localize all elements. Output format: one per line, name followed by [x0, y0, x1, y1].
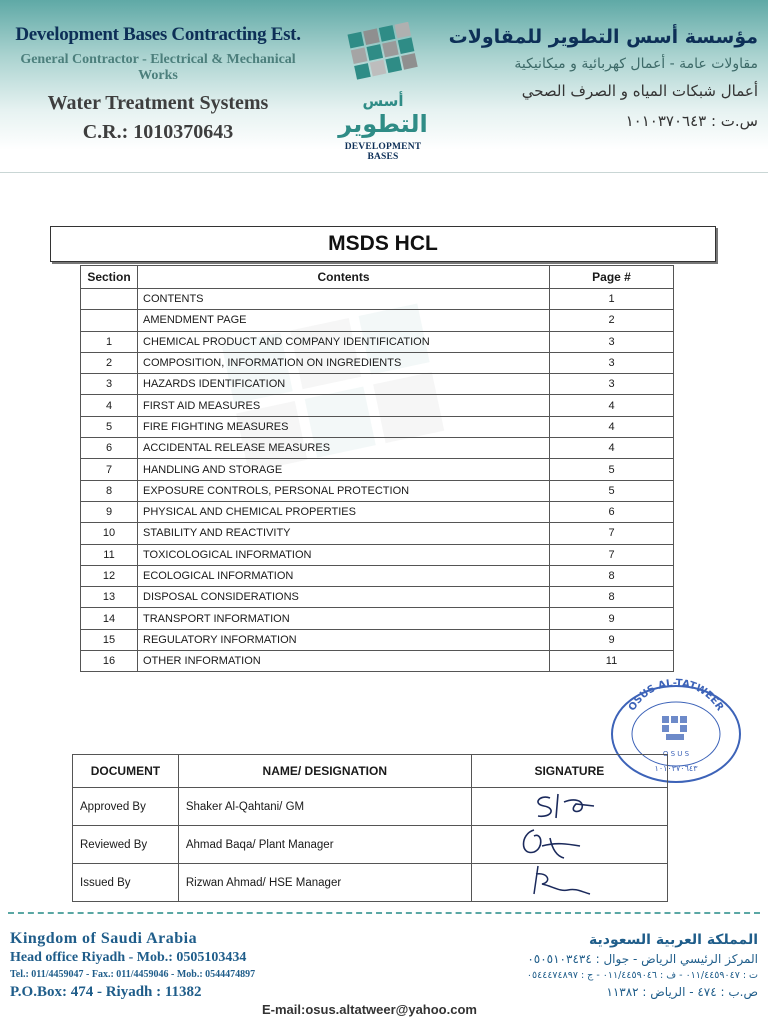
table-row — [81, 523, 674, 544]
company-logo — [328, 22, 438, 162]
section-title: CHEMICAL PRODUCT AND COMPANY IDENTIFICATION — [138, 331, 550, 352]
company-name-ar: مؤسسة أسس التطوير للمقاولات — [448, 26, 758, 48]
approval-role: Approved By — [73, 788, 179, 826]
commercial-registration-en: C.R.: 1010370643 — [82, 121, 234, 143]
approval-person: Ahmad Baqa/ Plant Manager — [178, 826, 471, 864]
section-number: 6 — [81, 438, 138, 459]
footer-po-box-en: P.O.Box: 474 - Riyadh : 11382 — [10, 984, 202, 1000]
page-number: 3 — [550, 374, 674, 395]
table-row — [81, 651, 674, 672]
page-number: 11 — [550, 651, 674, 672]
document-title: MSDS HCL — [328, 232, 438, 255]
signature-cell — [471, 788, 667, 826]
footer-phone-numbers-ar: ت : ٠١١/٤٤٥٩٠٤٧ - ف : ٠١١/٤٤٥٩٠٤٦ - ج : ٠٥٤٤٤٧٤٨٩٧ — [526, 970, 758, 981]
table-row — [81, 416, 674, 437]
section-number: 4 — [81, 395, 138, 416]
page-number: 8 — [550, 565, 674, 586]
page-number: 1 — [550, 289, 674, 310]
section-title: EXPOSURE CONTROLS, PERSONAL PROTECTION — [138, 480, 550, 501]
letterhead-english — [8, 24, 308, 144]
page-number: 4 — [550, 438, 674, 459]
table-row — [73, 864, 668, 902]
approval-person: Shaker Al-Qahtani/ GM — [178, 788, 471, 826]
section-number: 13 — [81, 587, 138, 608]
section-number — [81, 310, 138, 331]
table-row — [81, 565, 674, 586]
approval-role: Issued By — [73, 864, 179, 902]
approval-table — [72, 754, 668, 902]
page-number: 4 — [550, 395, 674, 416]
stamp-letters: O S U S — [662, 750, 690, 758]
footer-arabic — [458, 932, 758, 999]
section-number: 12 — [81, 565, 138, 586]
table-row — [81, 608, 674, 629]
section-title: AMENDMENT PAGE — [138, 310, 550, 331]
signature-cell — [471, 864, 667, 902]
page-number: 5 — [550, 459, 674, 480]
section-title: ECOLOGICAL INFORMATION — [138, 565, 550, 586]
approval-person: Rizwan Ahmad/ HSE Manager — [178, 864, 471, 902]
header-name-designation: NAME/ DESIGNATION — [178, 755, 471, 788]
page-number: 5 — [550, 480, 674, 501]
company-name-en: Development Bases Contracting Est. — [15, 24, 301, 45]
section-number: 10 — [81, 523, 138, 544]
section-number: 8 — [81, 480, 138, 501]
table-row — [73, 788, 668, 826]
letterhead-arabic — [438, 26, 758, 130]
logo-arabic-top: أسس — [362, 92, 404, 110]
footer-divider — [8, 912, 760, 914]
section-number: 7 — [81, 459, 138, 480]
page-number: 6 — [550, 501, 674, 522]
section-title: CONTENTS — [138, 289, 550, 310]
table-row — [81, 438, 674, 459]
header-document: DOCUMENT — [73, 755, 179, 788]
signature-issued — [472, 864, 662, 898]
footer-english — [10, 930, 255, 1001]
section-number: 15 — [81, 629, 138, 650]
section-title: TOXICOLOGICAL INFORMATION — [138, 544, 550, 565]
table-row — [81, 289, 674, 310]
page-number: 3 — [550, 331, 674, 352]
section-title: HAZARDS IDENTIFICATION — [138, 374, 550, 395]
section-title: TRANSPORT INFORMATION — [138, 608, 550, 629]
contents-table — [80, 265, 674, 672]
section-title: FIRST AID MEASURES — [138, 395, 550, 416]
table-row — [81, 459, 674, 480]
stamp-arc-text: OSUS AL-TATWEER — [626, 677, 726, 713]
section-title: PHYSICAL AND CHEMICAL PROPERTIES — [138, 501, 550, 522]
approval-table-header — [73, 755, 668, 788]
footer-head-office-en: Head office Riyadh - Mob.: 0505103434 — [10, 950, 247, 965]
section-title: ACCIDENTAL RELEASE MEASURES — [138, 438, 550, 459]
table-row — [81, 374, 674, 395]
logo-icon — [333, 22, 433, 140]
section-number: 3 — [81, 374, 138, 395]
signature-approved — [472, 788, 662, 822]
footer-kingdom-en: Kingdom of Saudi Arabia — [10, 930, 198, 947]
stamp-number: ١٠١٠٣٧٠٦٤٣ — [654, 764, 698, 773]
header-page: Page # — [550, 266, 674, 289]
table-row — [81, 501, 674, 522]
table-row — [81, 629, 674, 650]
section-title: COMPOSITION, INFORMATION ON INGREDIENTS — [138, 352, 550, 373]
page-number: 3 — [550, 352, 674, 373]
company-activities-ar: مقاولات عامة - أعمال كهربائية و ميكانيكية — [514, 56, 758, 72]
page-number: 7 — [550, 544, 674, 565]
footer-po-box-ar: ص.ب : ٤٧٤ - الرياض : ١١٣٨٢ — [606, 985, 758, 999]
table-row — [73, 826, 668, 864]
logo-caption: DEVELOPMENT BASES — [344, 142, 422, 162]
document-title-box — [50, 226, 716, 262]
section-title: OTHER INFORMATION — [138, 651, 550, 672]
section-number: 9 — [81, 501, 138, 522]
footer-kingdom-ar: المملكة العربية السعودية — [589, 932, 758, 948]
table-row — [81, 395, 674, 416]
table-row — [81, 352, 674, 373]
table-row — [81, 331, 674, 352]
section-number — [81, 289, 138, 310]
table-row — [81, 310, 674, 331]
water-treatment-en: Water Treatment Systems — [47, 92, 269, 114]
section-title: HANDLING AND STORAGE — [138, 459, 550, 480]
page-number: 9 — [550, 608, 674, 629]
page-number: 4 — [550, 416, 674, 437]
section-number: 11 — [81, 544, 138, 565]
header-contents: Contents — [138, 266, 550, 289]
header-section: Section — [81, 266, 138, 289]
contents-table-header — [81, 266, 674, 289]
page-number: 9 — [550, 629, 674, 650]
company-activities-en: General Contractor - Electrical & Mechanical Works — [20, 52, 296, 83]
logo-arabic-bottom: التطوير — [338, 110, 428, 138]
commercial-registration-ar: س.ت : ١٠١٠٣٧٠٦٤٣ — [625, 112, 758, 130]
header-signature: SIGNATURE — [471, 755, 667, 788]
page-number: 7 — [550, 523, 674, 544]
section-number: 14 — [81, 608, 138, 629]
page-number: 8 — [550, 587, 674, 608]
section-title: DISPOSAL CONSIDERATIONS — [138, 587, 550, 608]
section-title: REGULATORY INFORMATION — [138, 629, 550, 650]
signature-cell — [471, 826, 667, 864]
signature-reviewed — [472, 826, 662, 860]
section-number: 1 — [81, 331, 138, 352]
table-row — [81, 587, 674, 608]
table-row — [81, 544, 674, 565]
approval-role: Reviewed By — [73, 826, 179, 864]
letterhead — [0, 0, 768, 173]
section-title: FIRE FIGHTING MEASURES — [138, 416, 550, 437]
table-row — [81, 480, 674, 501]
page-number: 2 — [550, 310, 674, 331]
footer — [0, 910, 768, 1024]
section-number: 2 — [81, 352, 138, 373]
section-number: 5 — [81, 416, 138, 437]
section-number: 16 — [81, 651, 138, 672]
footer-phone-numbers-en: Tel.: 011/4459047 - Fax.: 011/4459046 - Mob.: 0544474897 — [10, 969, 256, 980]
water-networks-ar: أعمال شبكات المياه و الصرف الصحي — [521, 82, 758, 100]
section-title: STABILITY AND REACTIVITY — [138, 523, 550, 544]
footer-email[interactable]: E-mail:osus.altatweer@yahoo.com — [262, 1002, 477, 1017]
footer-head-office-ar: المركز الرئيسي الرياض - جوال : ٠٥٠٥١٠٣٤٣٤ — [527, 952, 758, 966]
